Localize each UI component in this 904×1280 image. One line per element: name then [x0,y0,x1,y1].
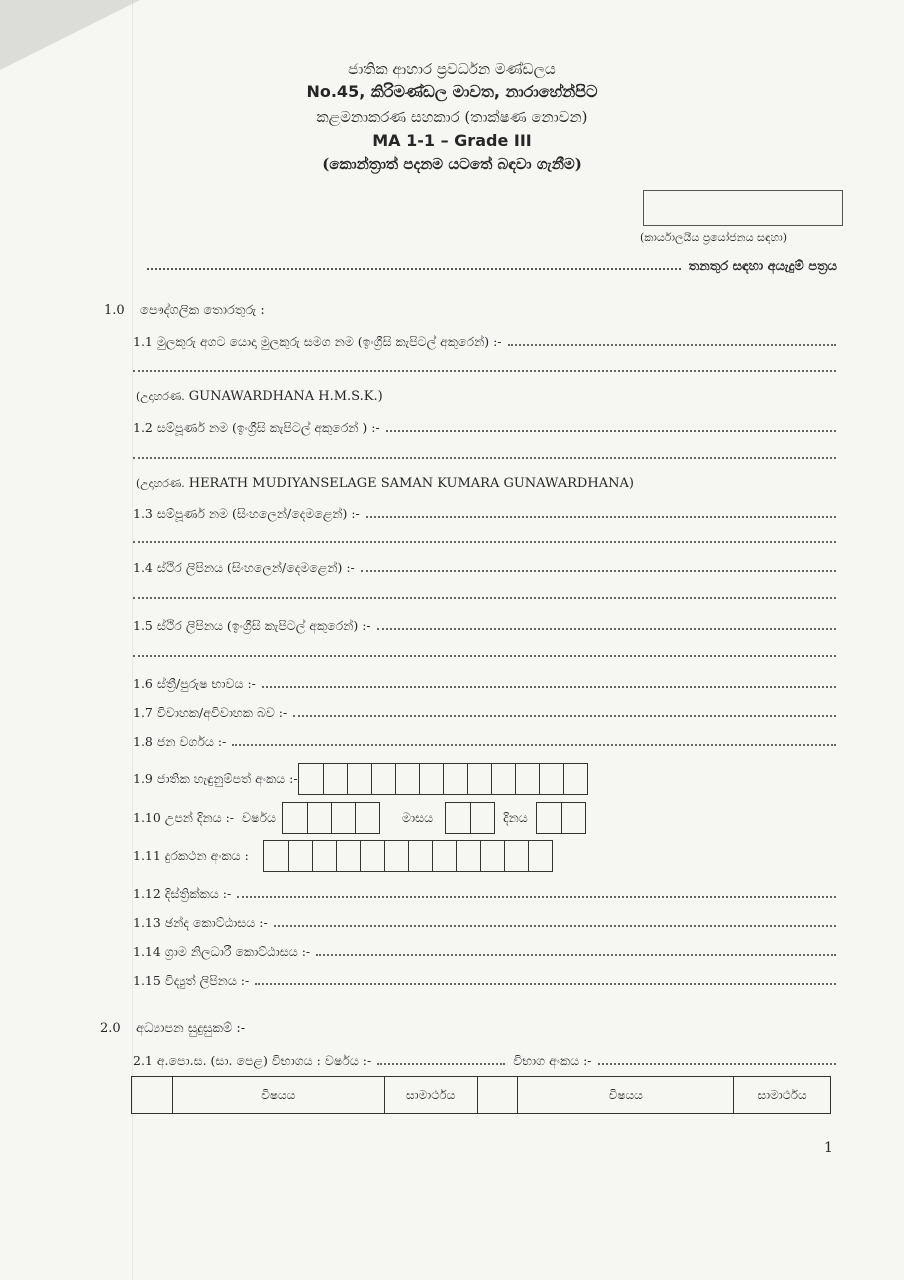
gender-input[interactable] [262,676,836,688]
field-label: 1.15 විද්‍යුත් ලිපිනය :- [133,973,250,988]
phone-boxes[interactable] [263,840,553,872]
field-email [133,973,836,989]
field-full-name-english [133,420,836,436]
post-title: කළමනාකරණ සහකාර (තාක්ෂණ නොවන) [316,108,588,126]
application-title: තනතුර සඳහා අයැදුම් පත්‍රය [688,259,837,274]
section-2-number: 2.0 [100,1021,121,1036]
full-name-english-input-line2[interactable] [133,456,836,459]
example-label: (උදාහරණ. [136,390,185,403]
example-value: HERATH MUDIYANSELAGE SAMAN KUMARA GUNAWARDHANA) [188,476,634,491]
section-1-number: 1.0 [104,303,125,318]
field-label: 2.1 අ.පො.ස. (සා. පෙළ) විභාගය : වර්ෂය :- [133,1053,372,1068]
office-use-label: (කාර්යාලයීය ප්‍රයෝජනය සඳහා) [640,231,788,244]
email-input[interactable] [255,973,836,985]
col-grade-1: සාමාර්ථය [384,1077,477,1114]
org-address: No.45, කිරිමණ්ඩල මාවත, නාරාහේන්පිට [306,82,598,101]
section-1-heading [104,303,265,318]
col-subject-2: විෂයය [518,1077,734,1114]
ol-results-table [131,1076,831,1114]
section-2-title: අධ්‍යාපන සුදුසුකම් :- [136,1021,246,1036]
field-label: 1.10 උපන් දිනය :- [133,810,235,825]
ol-index-input[interactable] [598,1053,836,1065]
field-label: 1.4 ස්ථිර ලිපිනය (සිංහලෙන්/දෙමළෙන්) :- [133,560,355,575]
dob-month-boxes[interactable] [445,802,495,834]
field-dob [133,802,586,834]
dob-day-label: දිනය [503,810,528,825]
gn-division-input[interactable] [316,944,836,956]
full-name-sinhala-input-line2[interactable] [133,540,836,543]
section-2-heading [100,1021,245,1036]
dob-year-label: වර්ෂය [242,810,277,825]
address-english-input-line2[interactable] [133,654,836,657]
field-label: 1.7 විවාහක/අවිවාහක බව :- [133,705,288,720]
address-sinhala-input-line2[interactable] [133,596,836,599]
field-label: 1.6 ස්ත්‍රී/පුරුෂ භාවය :- [133,676,256,691]
field-address-sinhala [133,560,836,576]
dob-month-label: මාසය [402,810,434,825]
address-english-input[interactable] [377,618,836,630]
full-name-sinhala-input[interactable] [366,506,836,518]
electorate-input[interactable] [274,915,836,927]
org-name: ජාතික ආහාර ප්‍රවර්ධන මණ්ඩලය [348,60,556,78]
office-use-box[interactable] [643,190,843,226]
field-address-english [133,618,836,634]
ol-year-input[interactable] [377,1053,505,1065]
district-input[interactable] [237,886,836,898]
address-sinhala-input[interactable] [361,560,836,572]
table-row [132,1077,831,1114]
field-civil-status [133,705,836,721]
dob-year-boxes[interactable] [282,802,380,834]
civil-status-input[interactable] [293,705,836,717]
example-value: GUNAWARDHANA H.M.S.K.) [188,389,383,404]
full-name-english-input[interactable] [386,420,836,432]
field-label: 1.8 ජන වර්ගය :- [133,734,227,749]
field-label: 1.9 ජාතික හැඳුනුම්පත් අංකය :- [133,771,298,786]
field-full-name-sinhala [133,506,836,522]
dob-day-boxes[interactable] [536,802,586,834]
folded-corner [0,0,140,70]
initials-name-input[interactable] [508,334,836,346]
field-label: 1.3 සම්පූර්ණ නම (සිංහලෙන්/දෙමළෙන්) :- [133,506,360,521]
field-electorate [133,915,836,931]
col-subject-1: විෂයය [172,1077,384,1114]
field-nic [133,763,588,795]
field-label: 1.2 සම්පූර්ණ නම (ඉංග්‍රීසි කැපිටල් අකුරෙන් ) :- [133,420,380,435]
field-ethnicity [133,734,836,750]
section-1-title: පෞද්ගලික තොරතුරු : [140,303,265,318]
field-initials-name [133,334,836,350]
example-initials [136,389,383,404]
ethnicity-input[interactable] [232,734,836,746]
field-ol-exam [133,1053,836,1069]
field-label: 1.12 දිස්ත්‍රික්කය :- [133,886,232,901]
field-label: 1.11 දුරකථන අංකය : [133,848,249,863]
nic-boxes[interactable] [298,763,588,795]
field-phone [133,840,553,872]
ol-index-label: විභාග අංකය :- [513,1053,592,1068]
example-label: (උදාහරණ. [136,477,185,490]
initials-name-input-line2[interactable] [133,369,836,372]
field-label: 1.5 ස්ථිර ලිපිනය (ඉංග්‍රීසි කැපිටල් අකුරෙන්) :- [133,618,371,633]
post-name-field[interactable] [147,258,681,270]
field-label: 1.14 ග්‍රාම නිලධාරී කොට්ඨාසය :- [133,944,311,959]
field-gender [133,676,836,692]
col-grade-2: සාමාර්ථය [734,1077,831,1114]
field-gn-division [133,944,836,960]
post-grade: MA 1-1 – Grade III [372,131,532,150]
field-district [133,886,836,902]
recruitment-basis: (කොන්ත්‍රාත් පදනම යටතේ බඳවා ගැනීම) [322,155,582,173]
application-title-row [147,258,837,274]
example-full-name [136,476,634,491]
field-label: 1.13 ඡන්ද කොට්ඨාසය :- [133,915,268,930]
field-label: 1.1 මුලකුරු අගට යොදා මුලකුරු සමග නම (ඉංග්‍රීසි කැපිටල් අකුරෙන්) :- [133,334,502,349]
table-cell[interactable] [477,1077,518,1114]
page-number: 1 [824,1140,833,1156]
table-cell[interactable] [132,1077,173,1114]
